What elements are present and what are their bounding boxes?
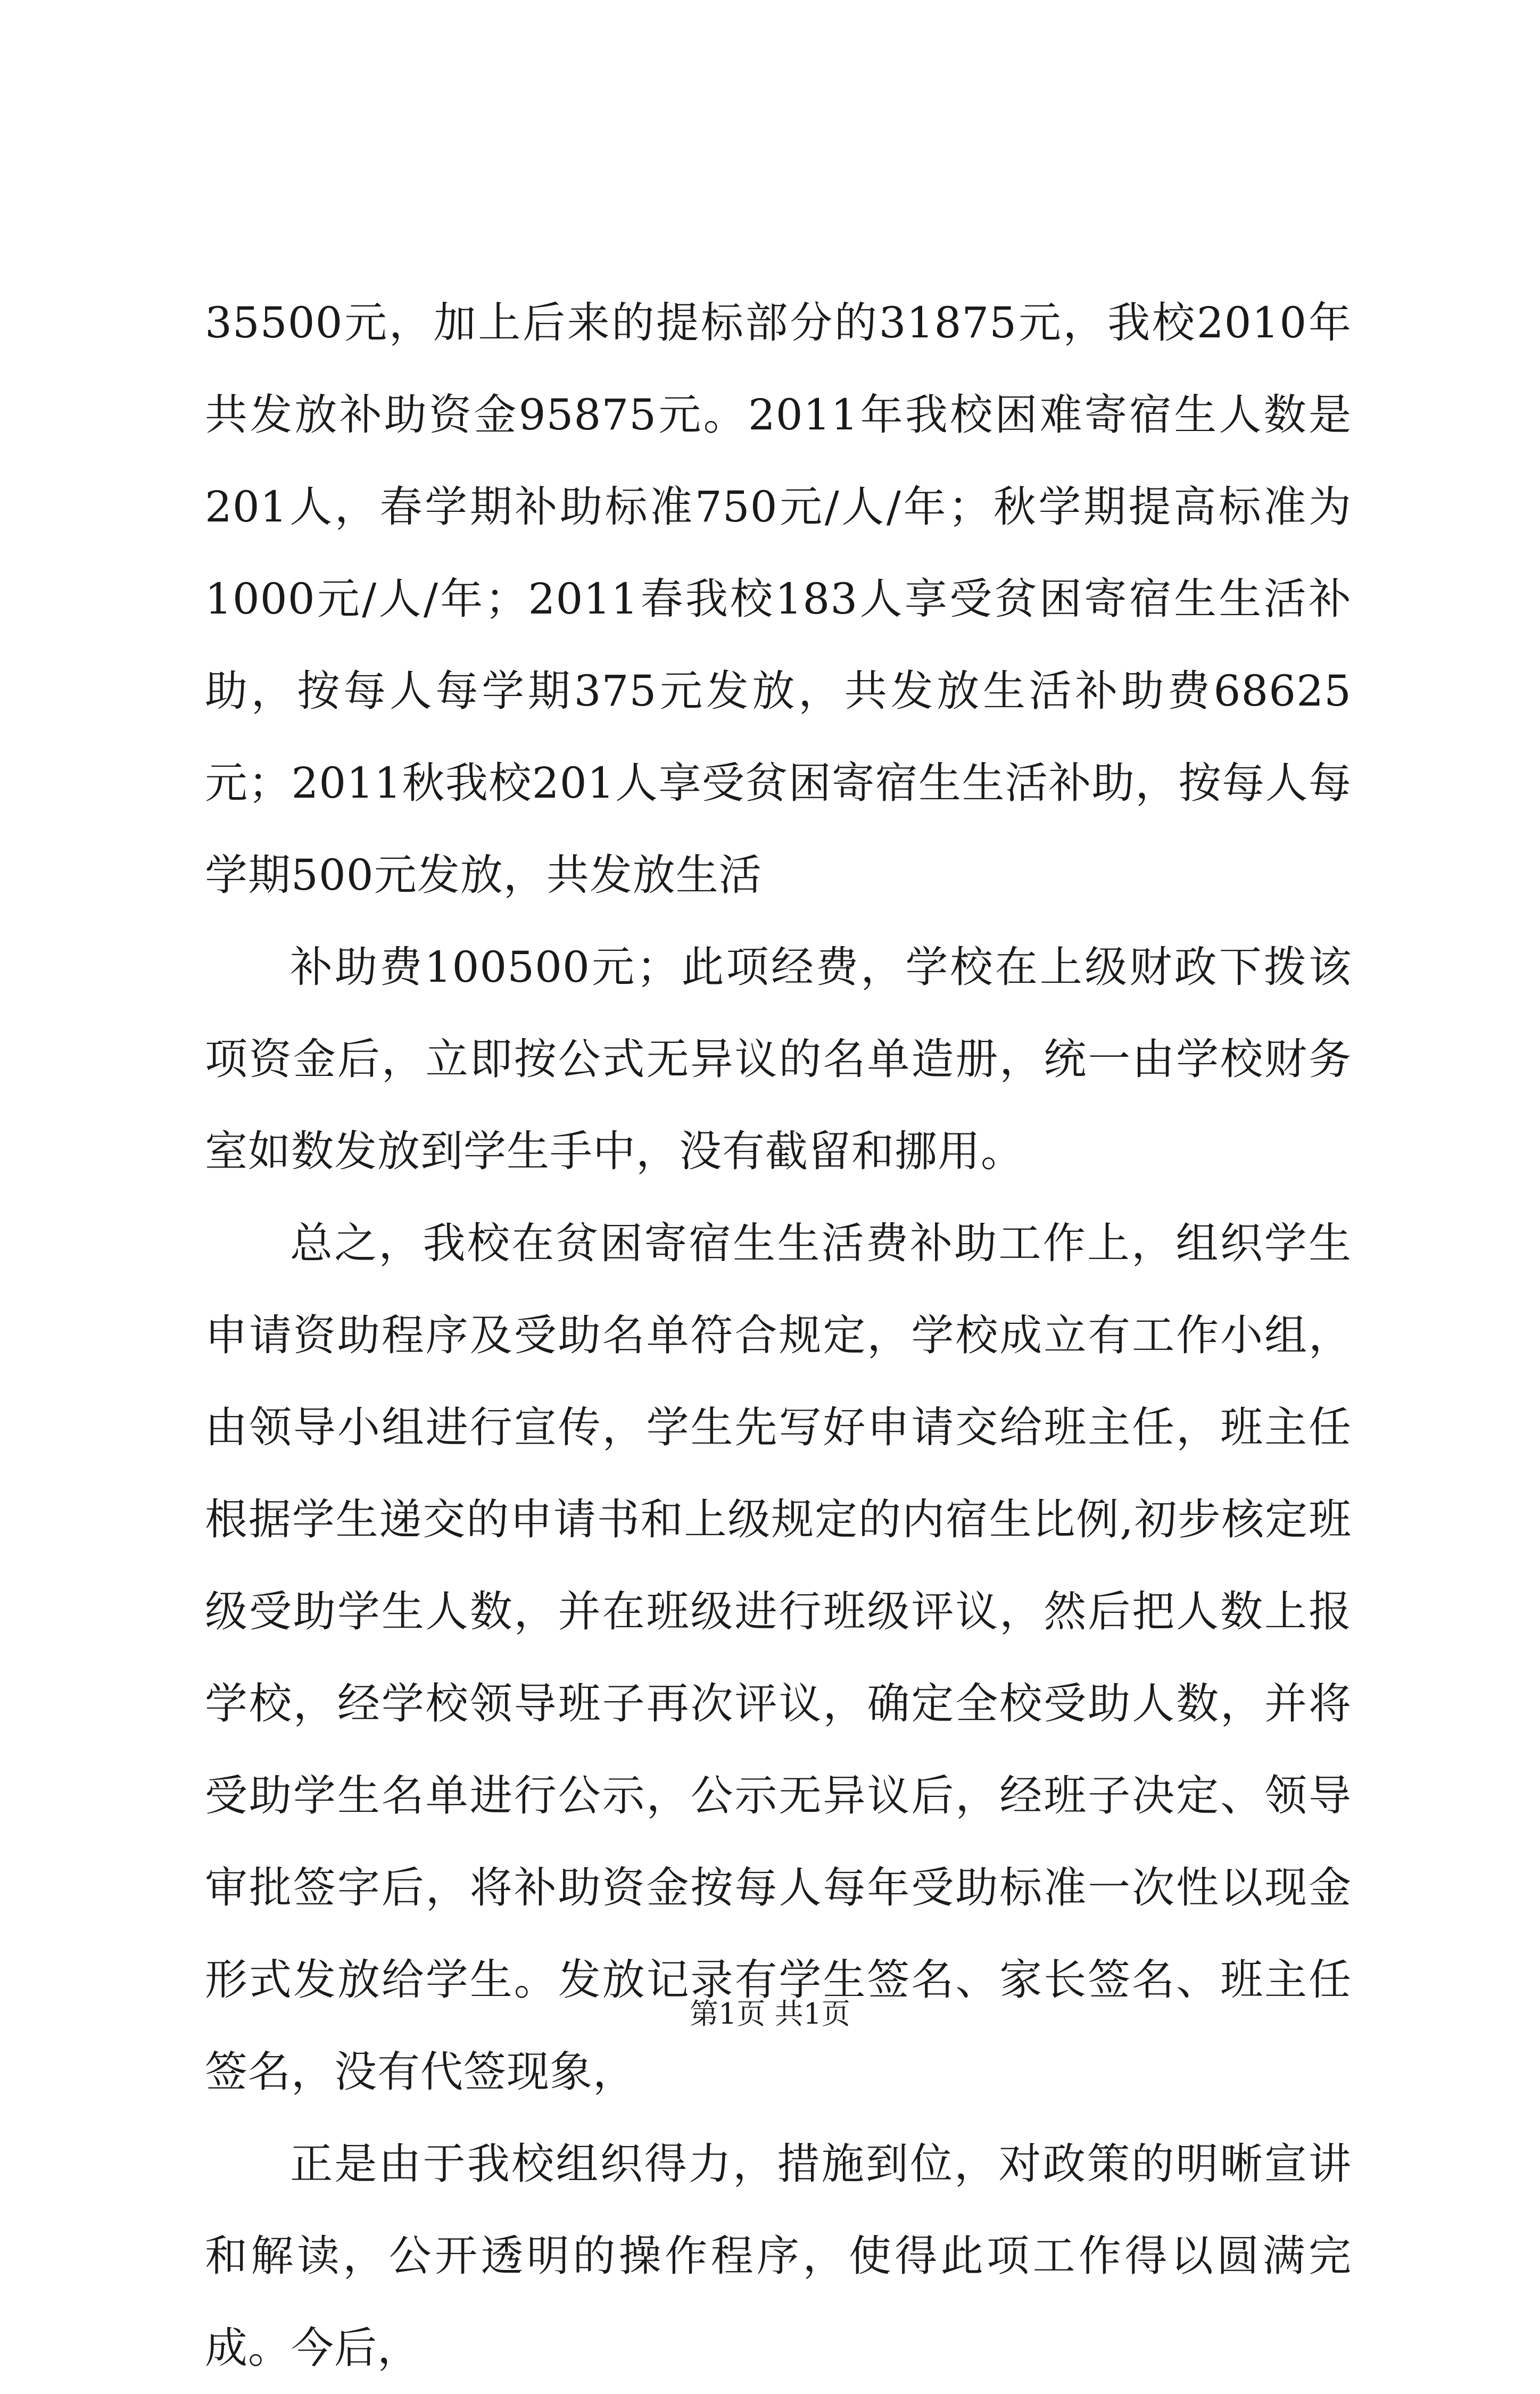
paragraph-1: 35500元，加上后来的提标部分的31875元，我校2010年共发放补助资金95875元。2011年我校困难寄宿生人数是201人，春学期补助标准750元/人/年；秋学期提高标准为1000元/人/年；2011春我校183人享受贫困寄宿生生活补助，按每人每学期375元发放，共发放生活补助费68625元；2011秋我校201人享受贫困寄宿生生活补助，按每人每学期500元发放，共发放生活	[205, 298, 1352, 900]
page-footer: 第1页 共1页	[690, 1997, 850, 2031]
document-body	[205, 277, 1352, 2394]
paragraph-4: 正是由于我校组织得力，措施到位，对政策的明晰宣讲和解读，公开透明的操作程序，使得此项工作得以圆满完成。今后，	[205, 2139, 1352, 2373]
paragraph-3: 总之，我校在贫困寄宿生生活费补助工作上，组织学生申请资助程序及受助名单符合规定，学校成立有工作小组，由领导小组进行宣传，学生先写好申请交给班主任，班主任根据学生递交的申请书和上级规定的内宿生比例,初步核定班级受助学生人数，并在班级进行班级评议，然后把人数上报学校，经学校领导班子再次评议，确定全校受助人数，并将受助学生名单进行公示，公示无异议后，经班子决定、领导审批签字后，将补助资金按每人每年受助标准一次性以现金形式发放给学生。发放记录有学生签名、家长签名、班主任签名，没有代签现象，	[205, 1219, 1352, 2097]
paragraph-2: 补助费100500元；此项经费，学校在上级财政下拨该项资金后，立即按公式无异议的名单造册，统一由学校财务室如数发放到学生手中，没有截留和挪用。	[205, 942, 1352, 1176]
